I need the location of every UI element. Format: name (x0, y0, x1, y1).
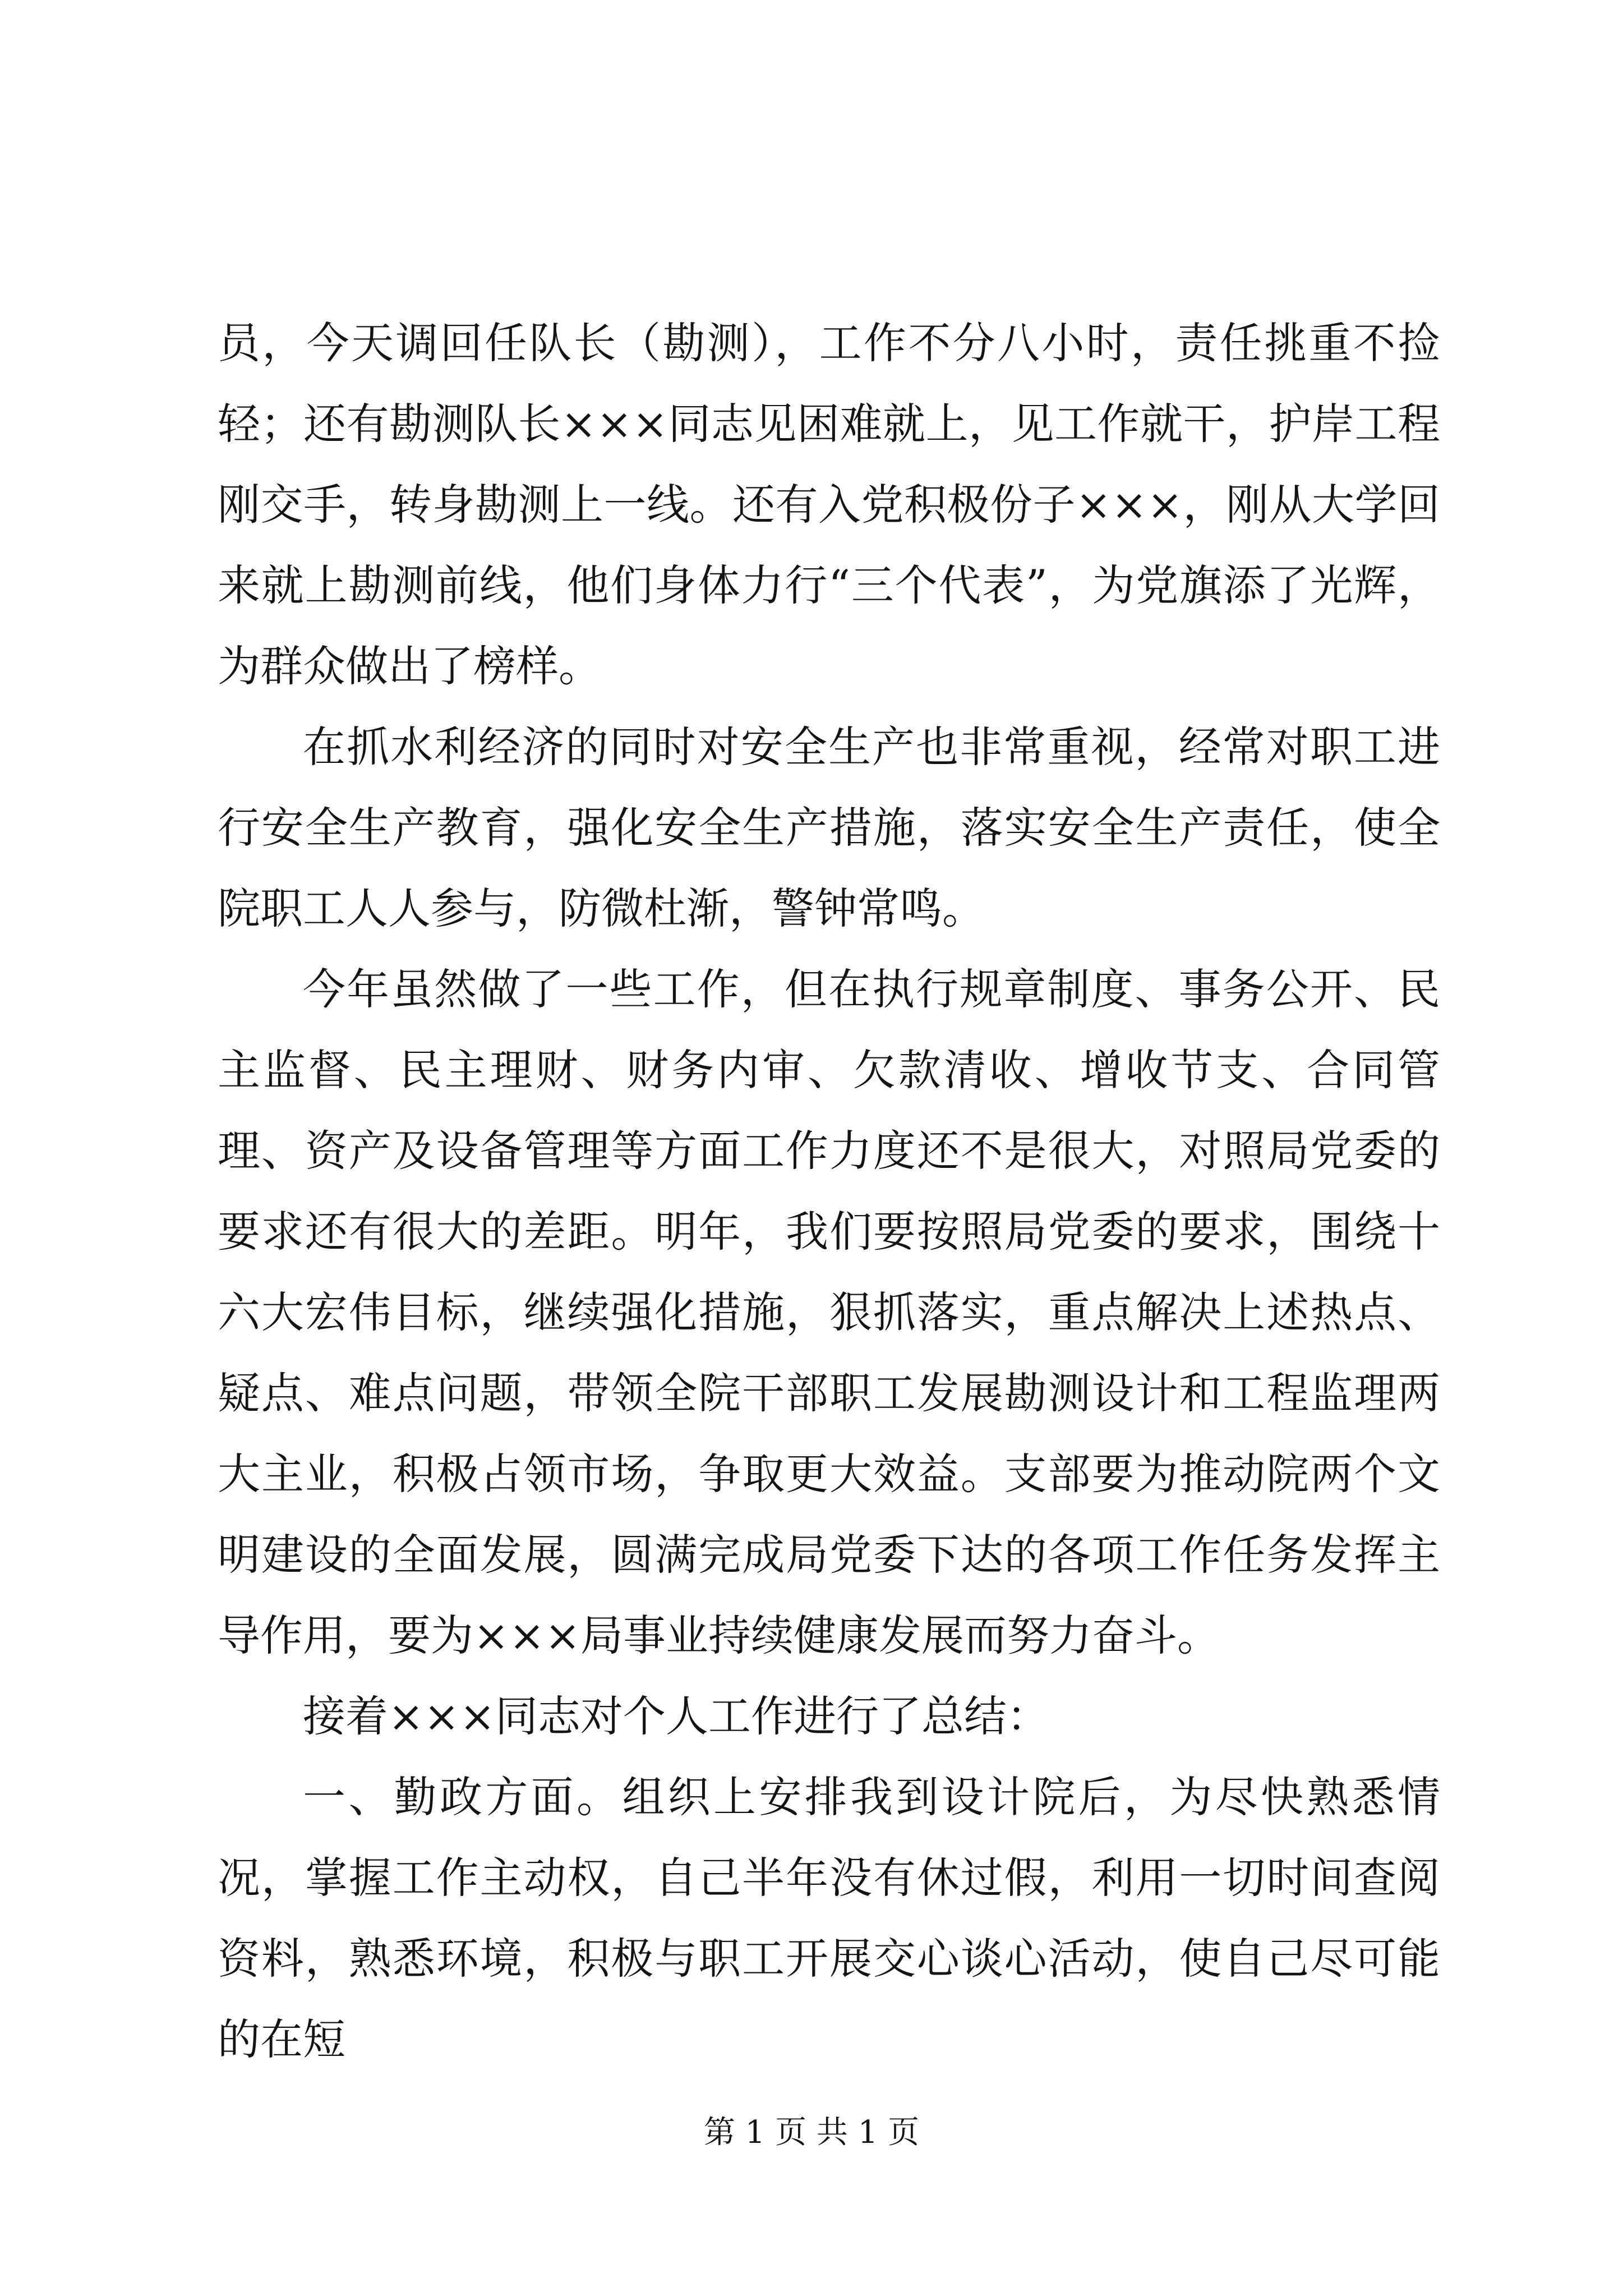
paragraph-shortcomings-plans: 今年虽然做了一些工作，但在执行规章制度、事务公开、民主监督、民主理财、财务内审、欠款清收、增收节支、合同管理、资产及设备管理等方面工作力度还不是很大，对照局党委的要求还有很大的差距。明年，我们要按照局党委的要求，围绕十六大宏伟目标，继续强化措施，狠抓落实，重点解决上述热点、疑点、难点问题，带领全院干部职工发展勘测设计和工程监理两大主业，积极占领市场，争取更大效益。支部要为推动院两个文明建设的全面发展，圆满完成局党委下达的各项工作任务发挥主导作用，要为×××局事业持续健康发展而努力奋斗。 (218, 964, 1440, 1660)
page-number-footer: 第 1 页 共 1 页 (703, 2114, 920, 2151)
paragraph-continuation: 员，今天调回任队长（勘测），工作不分八小时，责任挑重不捡轻；还有勘测队长×××同志见困难就上，见工作就干，护岸工程刚交手，转身勘测上一线。还有入党积极份子×××，刚从大学回来就上勘测前线，他们身体力行“三个代表”，为党旗添了光辉，为群众做出了榜样。 (218, 318, 1440, 691)
paragraph-safety-production: 在抓水利经济的同时对安全生产也非常重视，经常对职工进行安全生产教育，强化安全生产措施，落实安全生产责任，使全院职工人人参与，防微杜渐，警钟常鸣。 (218, 722, 1440, 933)
document-body (218, 303, 1440, 2080)
paragraph-diligence: 一、勤政方面。组织上安排我到设计院后，为尽快熟悉情况，掌握工作主动权，自己半年没有休过假，利用一切时间查阅资料，熟悉环境，积极与职工开展交心谈心活动，使自己尽可能的在短 (218, 1772, 1440, 2064)
paragraph-personal-summary-intro: 接着×××同志对个人工作进行了总结： (303, 1691, 1050, 1741)
